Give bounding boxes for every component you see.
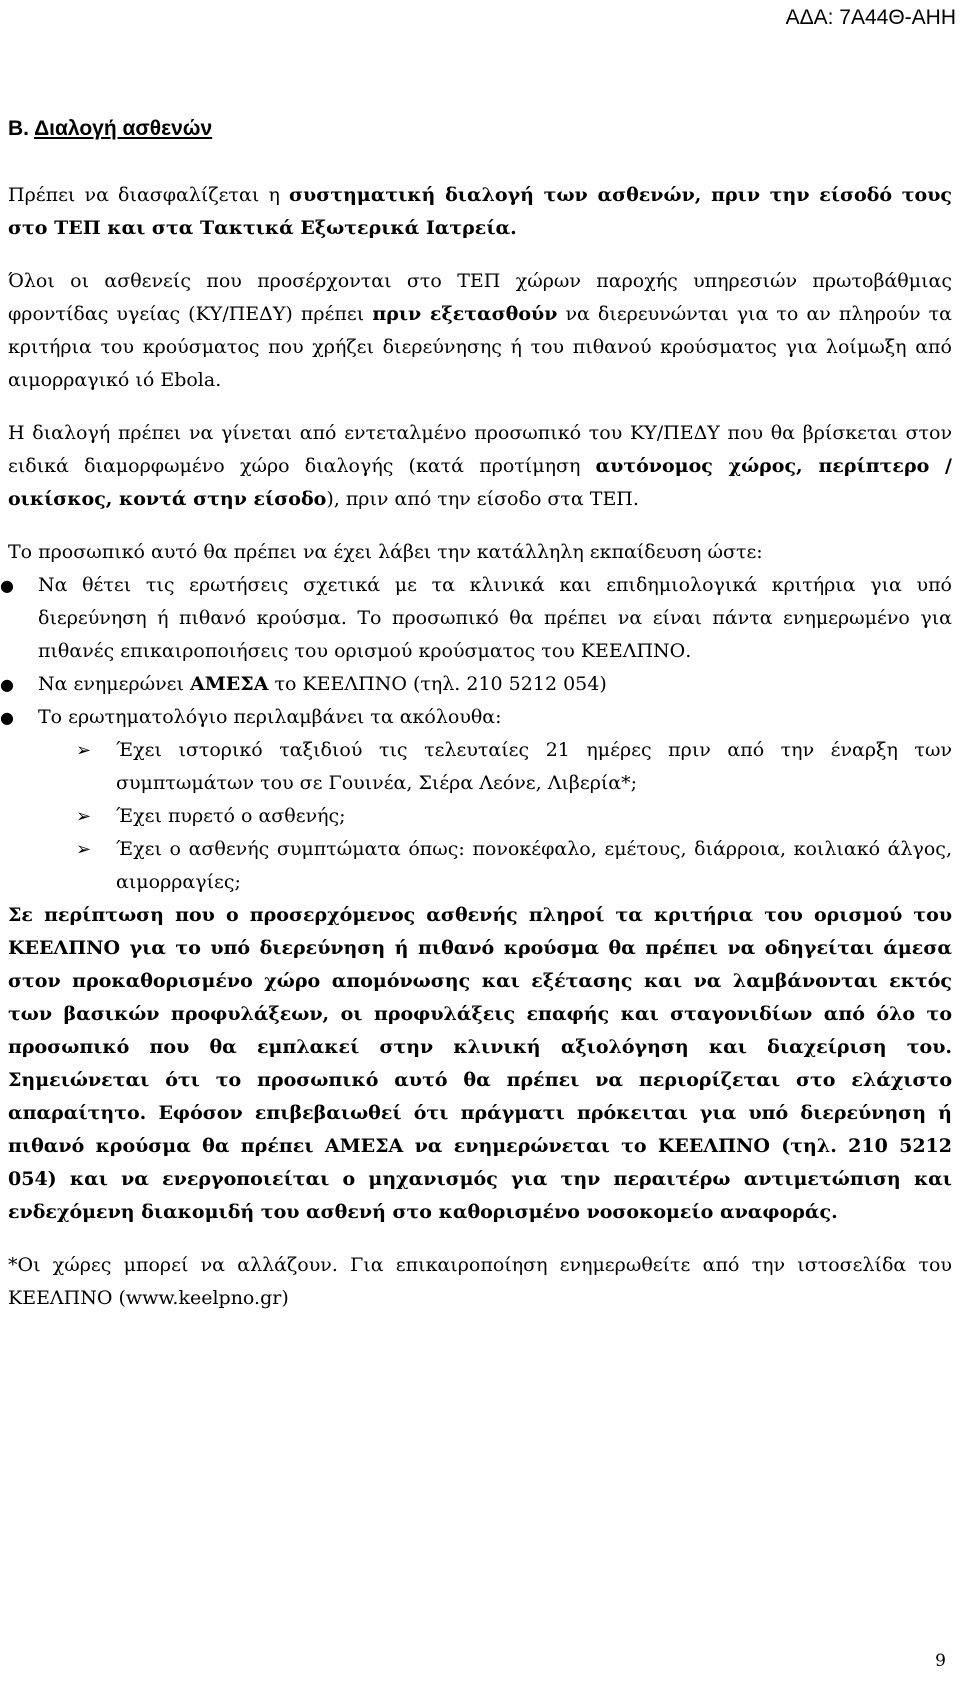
paragraph-training: Το προσωπικό αυτό θα πρέπει να έχει λάβει την κατάλληλη εκπαίδευση ώστε: (8, 541, 763, 563)
bullet-text: Το ερωτηματολόγιο περιλαμβάνει τα ακόλουθα: (38, 706, 502, 728)
arrow-bullet-icon: ➢ (76, 740, 92, 761)
list-item (0, 701, 952, 899)
p3-bold: αυτόνομος χώρος, περίπτερο / οικίσκος, κοντά στην είσοδο (8, 455, 952, 510)
section-prefix: Β. (8, 117, 29, 140)
p3-text-c: ), πριν από την είσοδο στα ΤΕΠ. (326, 488, 639, 510)
footnote: *Οι χώρες μπορεί να αλλάζουν. Για επικαιροποίηση ενημερωθείτε από την ιστοσελίδα του ΚΕΕΛΠΝΟ (www.keelpno.gr) (8, 1254, 952, 1309)
bullet-icon: ● (0, 708, 14, 727)
training-list (0, 569, 952, 899)
page-number: 9 (935, 1651, 946, 1671)
p1-bold: συστηματική διαλογή των ασθενών, πριν την είσοδό τους στο ΤΕΠ και στα Τακτικά Εξωτερικά Ιατρεία. (8, 184, 952, 239)
list-item (76, 734, 952, 800)
question-text: Έχει ιστορικό ταξιδιού τις τελευταίες 21 ημέρες πριν από την έναρξη των συμπτωμάτων του σε Γουινέα, Σιέρα Λεόνε, Λιβερία*; (116, 739, 952, 794)
bullet-bold: ΑΜΕΣΑ (190, 673, 269, 695)
question-text: Έχει πυρετό ο ασθενής; (116, 805, 346, 827)
p2-bold: πριν εξετασθούν (372, 303, 558, 325)
ada-code: ΑΔΑ: 7Α44Θ-ΑΗΗ (785, 6, 956, 29)
list-item (0, 569, 952, 668)
paragraph-triage-staff (8, 417, 952, 516)
bullet-icon: ● (0, 675, 14, 694)
bullet-icon: ● (0, 576, 14, 595)
p2-text-c: να διερευνώνται για το αν πληρούν τα κριτήρια του κρούσματος που χρήζει διερεύνησης ή του πιθανού κρούσματος για λοίμωξη από αιμορραγικό ιό Ebola. (8, 303, 952, 391)
section-title: Διαλογή ασθενών (34, 117, 213, 140)
questionnaire-list (38, 734, 952, 899)
arrow-bullet-icon: ➢ (76, 806, 92, 827)
p1-text: Πρέπει να διασφαλίζεται η (8, 184, 289, 206)
bullet-text-a: Να ενημερώνει (38, 673, 191, 695)
list-item (0, 668, 952, 701)
p2-text-a: Όλοι οι ασθενείς που προσέρχονται στο ΤΕΠ χώρων παροχής υπηρεσιών πρωτοβάθμιας φροντίδας υγείας (ΚΥ/ΠΕΔΥ) πρέπει (8, 270, 952, 325)
question-text: Έχει ο ασθενής συμπτώματα όπως: πονοκέφαλο, εμέτους, διάρροια, κοιλιακό άλγος, αιμορραγίες; (116, 838, 952, 893)
list-item (76, 800, 952, 833)
paragraph-systematic-triage (8, 179, 952, 245)
bullet-text-c: το ΚΕΕΛΠΝΟ (τηλ. 210 5212 054) (268, 673, 607, 695)
arrow-bullet-icon: ➢ (76, 839, 92, 860)
p3-text-a: Η διαλογή πρέπει να γίνεται από εντεταλμένο προσωπικό του ΚΥ/ΠΕΔΥ που θα βρίσκεται στον ειδικά διαμορφωμένο χώρο διαλογής (κατά προτίμηση (8, 422, 952, 477)
paragraph-patients (8, 265, 952, 397)
document-body (0, 112, 952, 1335)
bullet-text: Να θέτει τις ερωτήσεις σχετικά με τα κλινικά και επιδημιολογικά κριτήρια για υπό διερεύνηση ή πιθανό κρούσμα. Το προσωπικό θα πρέπει να είναι πάντα ενημερωμένο για πιθανές επικαιροποιήσεις του ορισμού κρούσματος του ΚΕΕΛΠΝΟ. (38, 574, 952, 662)
warning-paragraph: Σε περίπτωση που ο προσερχόμενος ασθενής πληροί τα κριτήρια του ορισμού του ΚΕΕΛΠΝΟ για το υπό διερεύνηση ή πιθανό κρούσμα θα πρέπει να οδηγείται άμεσα στον προκαθορισμένο χώρο απομόνωσης και εξέτασης και να λαμβάνονται εκτός των βασικών προφυλάξεων, οι προφυλάξεις επαφής και σταγονιδίων από όλο το προσωπικό που θα εμπλακεί στην κλινική αξιολόγηση και διαχείριση του. Σημειώνεται ότι το προσωπικό αυτό θα πρέπει να περιορίζεται στο ελάχιστο απαραίτητο. Εφόσον επιβεβαιωθεί ότι πράγματι πρόκειται για υπό διερεύνηση ή πιθανό κρούσμα θα πρέπει ΑΜΕΣΑ να ενημερώνεται το ΚΕΕΛΠΝΟ (τηλ. 210 5212 054) και να ενεργοποιείται ο μηχανισμός για την περαιτέρω αντιμετώπιση και ενδεχόμενη διακομιδή του ασθενή στο καθορισμένο νοσοκομείο αναφοράς. (8, 904, 952, 1223)
list-item (76, 833, 952, 899)
section-heading (8, 112, 952, 145)
